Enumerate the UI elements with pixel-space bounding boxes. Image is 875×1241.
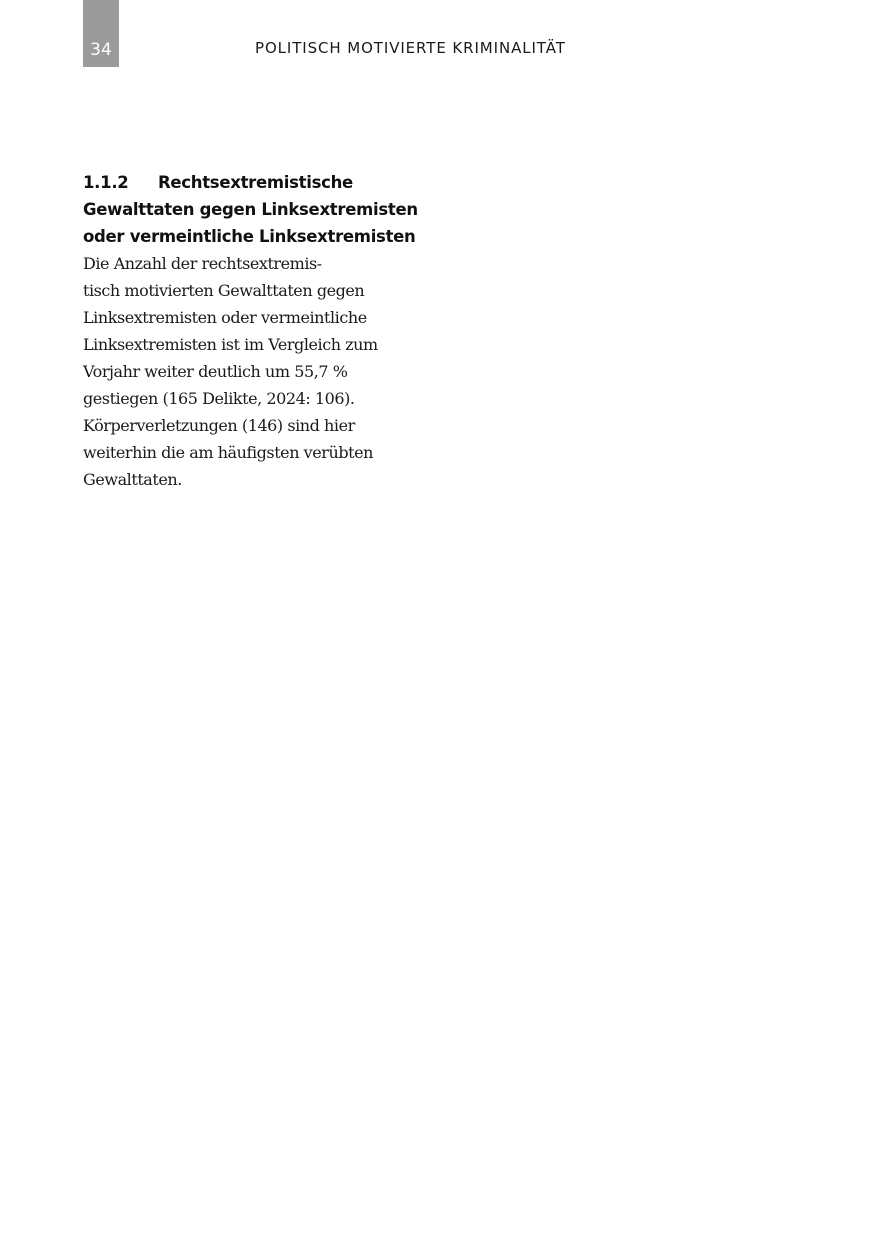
section-title-part-1: Rechtsextremistische <box>158 173 353 192</box>
page-number-tab <box>83 0 119 67</box>
body-line: Linksextremisten ist im Vergleich zum <box>83 335 378 354</box>
body-line: tisch motivierten Gewalttaten gegen <box>83 281 365 300</box>
section-title-part-3: oder vermeintliche Linksextremisten <box>83 227 416 246</box>
body-line: Vorjahr weiter deutlich um 55,7 % <box>83 362 348 381</box>
running-header-title: POLITISCH MOTIVIERTE KRIMINALITÄT <box>255 39 566 57</box>
body-line: gestiegen (165 Delikte, 2024: 106). <box>83 389 355 408</box>
body-line: Linksextremisten oder vermeintliche <box>83 308 367 327</box>
section-content <box>83 169 418 493</box>
page-number: 34 <box>90 40 112 60</box>
section-heading <box>83 169 418 250</box>
body-line: weiterhin die am häufigsten verübten <box>83 443 373 462</box>
section-title-part-2: Gewalttaten gegen Linksextremisten <box>83 200 418 219</box>
section-number: 1.1.2 <box>83 173 129 192</box>
body-line: Gewalttaten. <box>83 470 182 489</box>
body-line: Körperverletzungen (146) sind hier <box>83 416 355 435</box>
section-heading-line-1 <box>83 169 403 196</box>
body-line: Die Anzahl der rechtsextremis- <box>83 254 322 273</box>
section-body-paragraph <box>83 250 403 493</box>
